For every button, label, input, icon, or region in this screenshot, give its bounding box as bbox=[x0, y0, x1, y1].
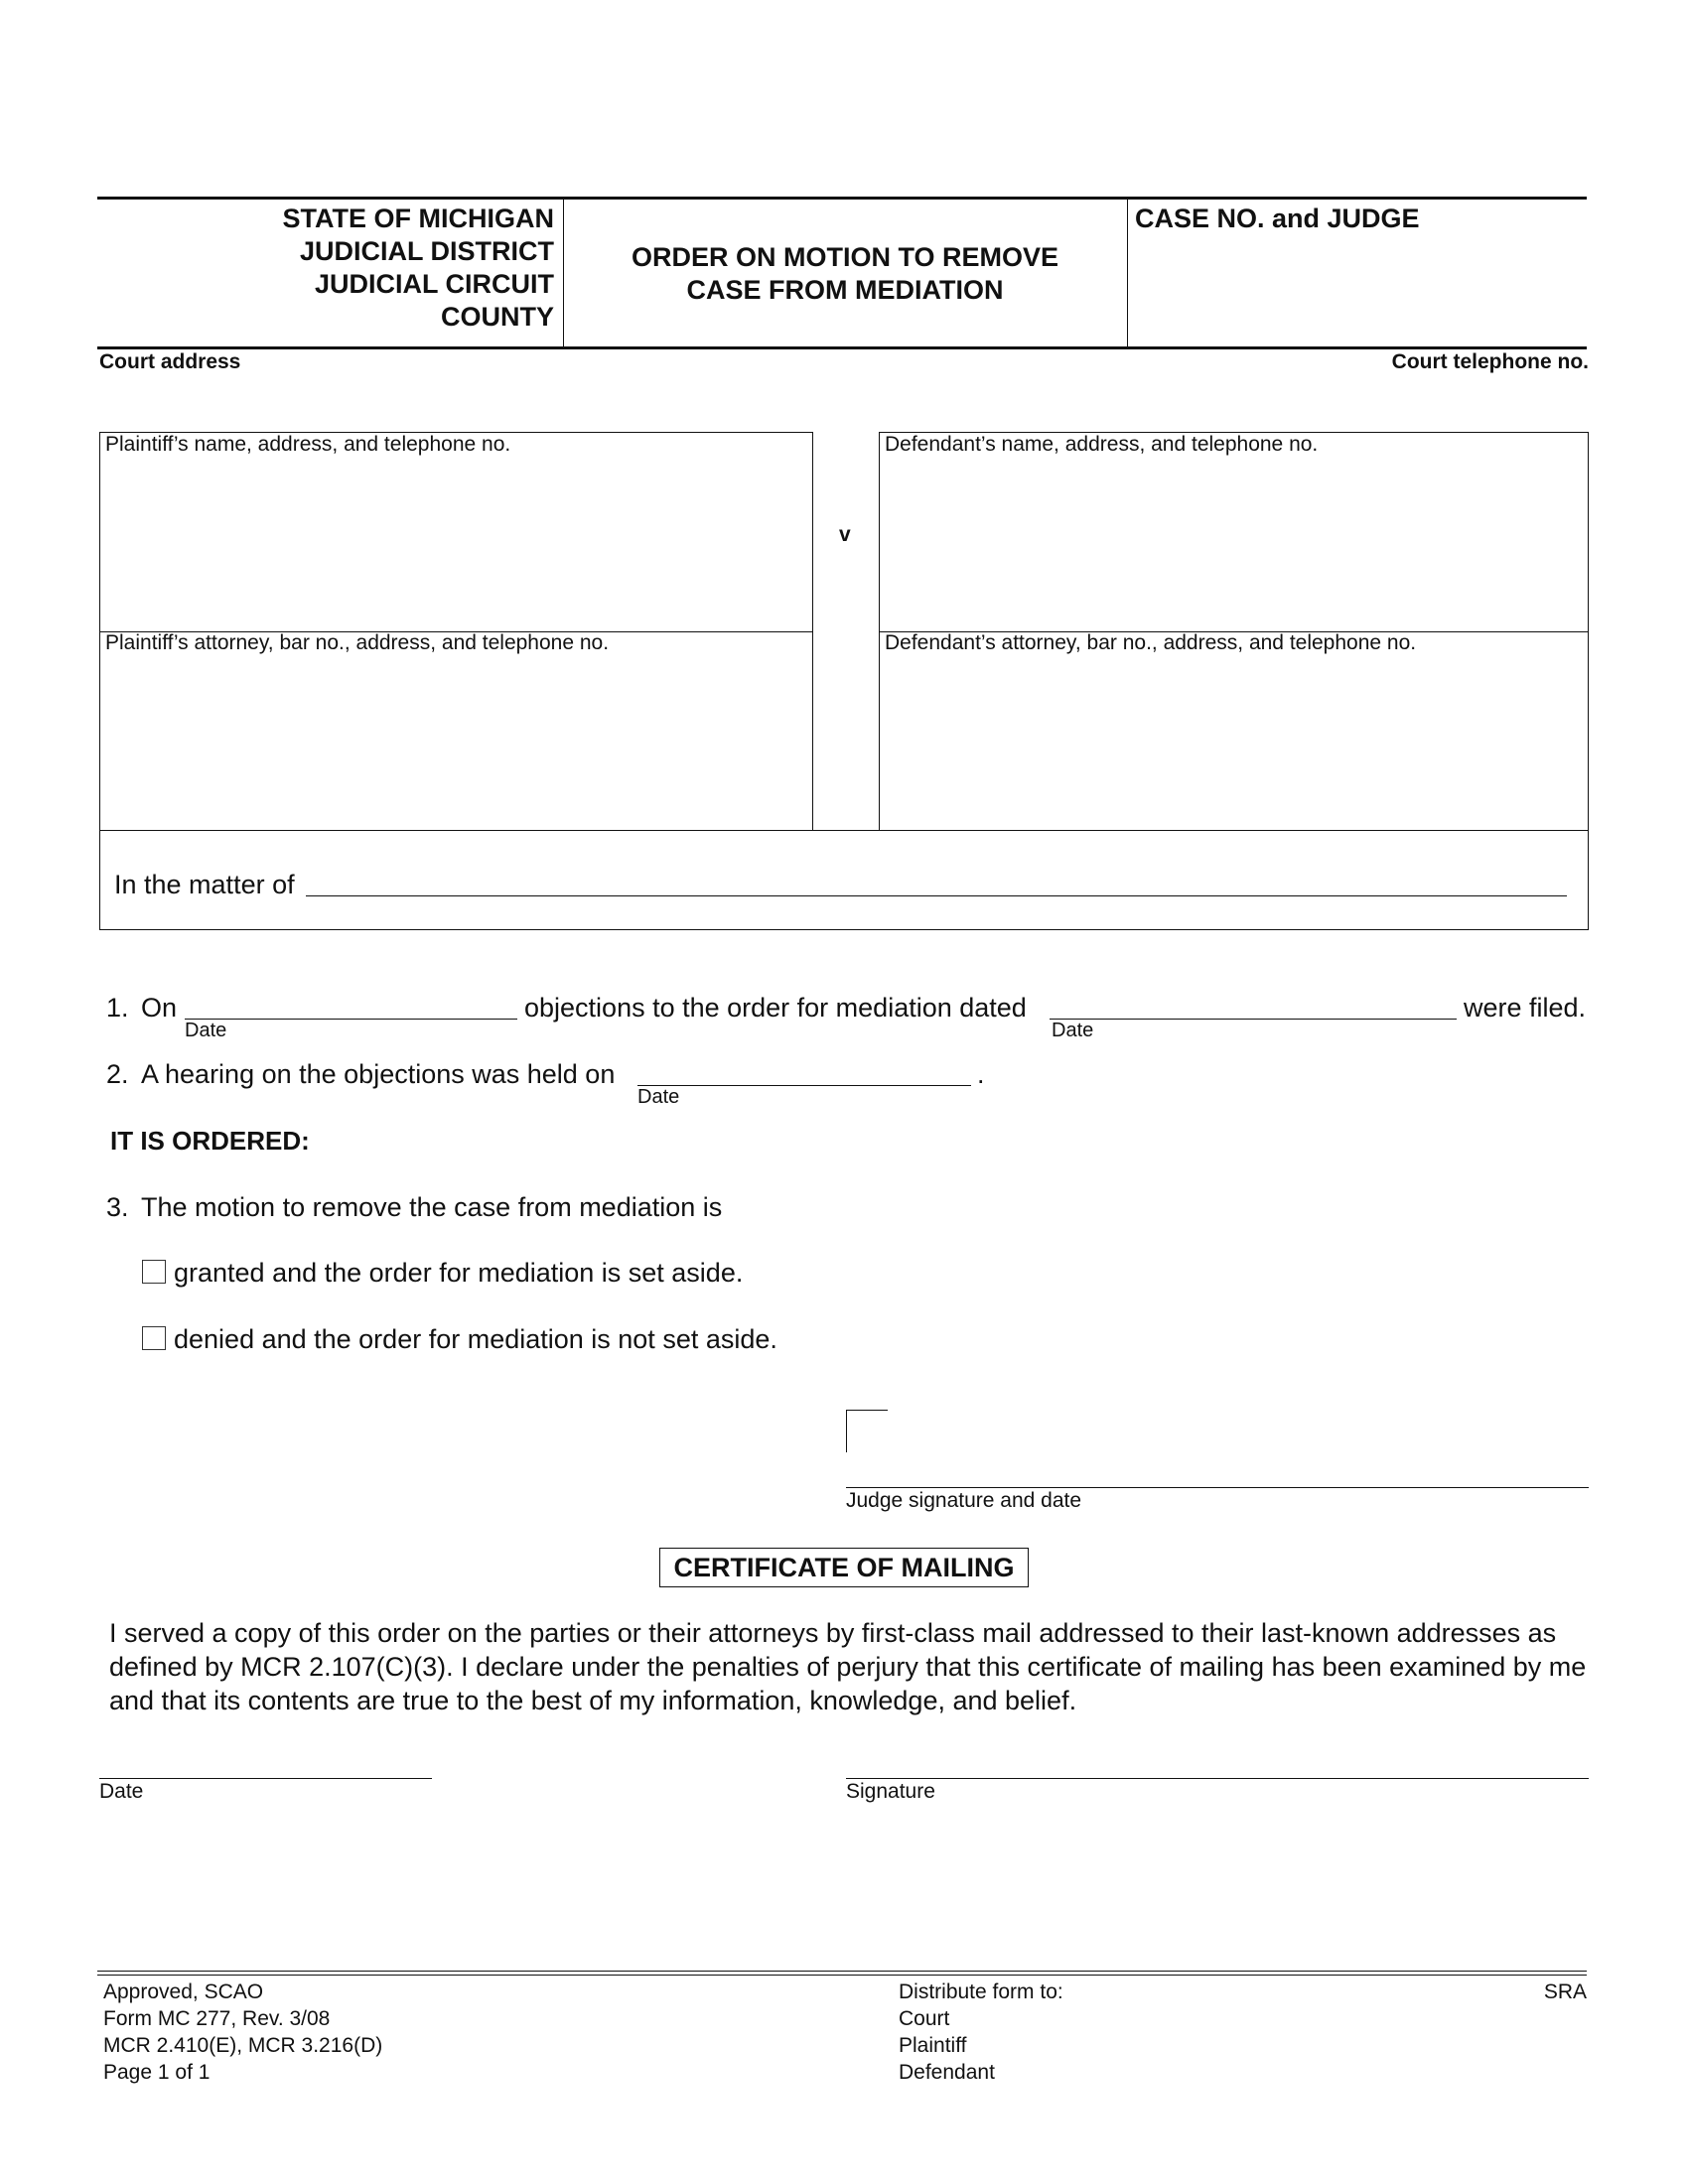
footer-form-info bbox=[103, 1979, 382, 2086]
footer-code: SRA bbox=[1543, 1980, 1587, 2003]
certificate-signature-line[interactable] bbox=[846, 1778, 1589, 1779]
item1-end-text: were filed. bbox=[1464, 993, 1587, 1023]
court-telephone-label[interactable]: Court telephone no. bbox=[1391, 350, 1589, 373]
matter-label: In the matter of bbox=[114, 870, 295, 899]
item1-date-caption-1: Date bbox=[185, 1020, 227, 1041]
header-top-rule bbox=[97, 197, 1587, 200]
court-address-label[interactable]: Court address bbox=[99, 350, 241, 373]
court-designation bbox=[283, 203, 554, 334]
court-circuit: JUDICIAL CIRCUIT bbox=[314, 269, 554, 299]
form-title-line-2: CASE FROM MEDIATION bbox=[686, 275, 1004, 305]
denied-option-text: denied and the order for mediation is not set aside. bbox=[174, 1324, 777, 1354]
item1-on: On bbox=[141, 993, 178, 1023]
header-divider-right bbox=[1127, 199, 1128, 346]
item1-date-caption-2: Date bbox=[1052, 1020, 1094, 1041]
certificate-heading: CERTIFICATE OF MAILING bbox=[659, 1548, 1029, 1587]
signature-corner-mark bbox=[846, 1410, 888, 1452]
distribute-plaintiff: Plaintiff bbox=[899, 2034, 967, 2057]
defendant-attorney-label[interactable]: Defendant’s attorney, bar no., address, and telephone no. bbox=[885, 631, 1417, 654]
distribute-defendant: Defendant bbox=[899, 2061, 995, 2084]
footer-rule-top bbox=[97, 1971, 1587, 1972]
form-title-line-1: ORDER ON MOTION TO REMOVE bbox=[631, 242, 1059, 272]
item2-number: 2. bbox=[106, 1059, 129, 1089]
distribute-heading: Distribute form to: bbox=[899, 1980, 1063, 2003]
denied-checkbox[interactable] bbox=[142, 1326, 166, 1350]
form-title bbox=[564, 241, 1126, 307]
footer-page-number: Page 1 of 1 bbox=[103, 2061, 211, 2084]
footer-distribution bbox=[899, 1979, 1063, 2086]
granted-option-text: granted and the order for mediation is set aside. bbox=[174, 1258, 744, 1288]
plaintiff-label[interactable]: Plaintiff’s name, address, and telephone no. bbox=[105, 433, 511, 456]
header-bottom-rule bbox=[97, 346, 1587, 349]
item1-date-field-2[interactable] bbox=[1050, 1019, 1457, 1020]
footer-court-rules: MCR 2.410(E), MCR 3.216(D) bbox=[103, 2034, 383, 2057]
it-is-ordered-heading: IT IS ORDERED: bbox=[110, 1126, 310, 1156]
judge-signature-label: Judge signature and date bbox=[846, 1489, 1082, 1512]
judge-signature-line[interactable] bbox=[846, 1487, 1589, 1488]
matter-field[interactable] bbox=[306, 895, 1567, 896]
footer-approved: Approved, SCAO bbox=[103, 1980, 264, 2003]
item1-middle-text: objections to the order for mediation dated bbox=[524, 993, 1027, 1023]
granted-checkbox[interactable] bbox=[142, 1260, 166, 1284]
certificate-paragraph: I served a copy of this order on the parties or their attorneys by first-class mail addressed to their last-known addresses as defined by MCR 2.107(C)(3). I declare under the penalties of perjury that this certificate of mailing has been examined by me and that its contents are true to the best of my information, knowledge, and belief. bbox=[109, 1618, 1587, 1715]
court-state: STATE OF MICHIGAN bbox=[282, 204, 554, 233]
footer-form-number: Form MC 277, Rev. 3/08 bbox=[103, 2007, 331, 2030]
item1-number: 1. bbox=[106, 993, 129, 1023]
item2-date-caption: Date bbox=[637, 1086, 680, 1108]
item2-period: . bbox=[977, 1059, 985, 1089]
defendant-label[interactable]: Defendant’s name, address, and telephone no. bbox=[885, 433, 1319, 456]
item3-number: 3. bbox=[106, 1192, 129, 1222]
certificate-date-line[interactable] bbox=[99, 1778, 432, 1779]
court-district: JUDICIAL DISTRICT bbox=[299, 236, 554, 266]
footer-rule-bottom bbox=[97, 1975, 1587, 1976]
item3-text: The motion to remove the case from mediation is bbox=[141, 1192, 723, 1222]
plaintiff-attorney-label[interactable]: Plaintiff’s attorney, bar no., address, and telephone no. bbox=[105, 631, 610, 654]
certificate-date-label: Date bbox=[99, 1780, 144, 1803]
case-no-label[interactable]: CASE NO. and JUDGE bbox=[1135, 204, 1420, 233]
item2-date-field[interactable] bbox=[637, 1085, 971, 1086]
distribute-court: Court bbox=[899, 2007, 950, 2030]
item1-date-field-1[interactable] bbox=[185, 1019, 517, 1020]
item2-text: A hearing on the objections was held on bbox=[141, 1059, 616, 1089]
certificate-signature-label: Signature bbox=[846, 1780, 935, 1803]
matter-box bbox=[99, 830, 1589, 930]
versus-mark: v bbox=[839, 523, 851, 546]
court-county: COUNTY bbox=[441, 302, 554, 332]
